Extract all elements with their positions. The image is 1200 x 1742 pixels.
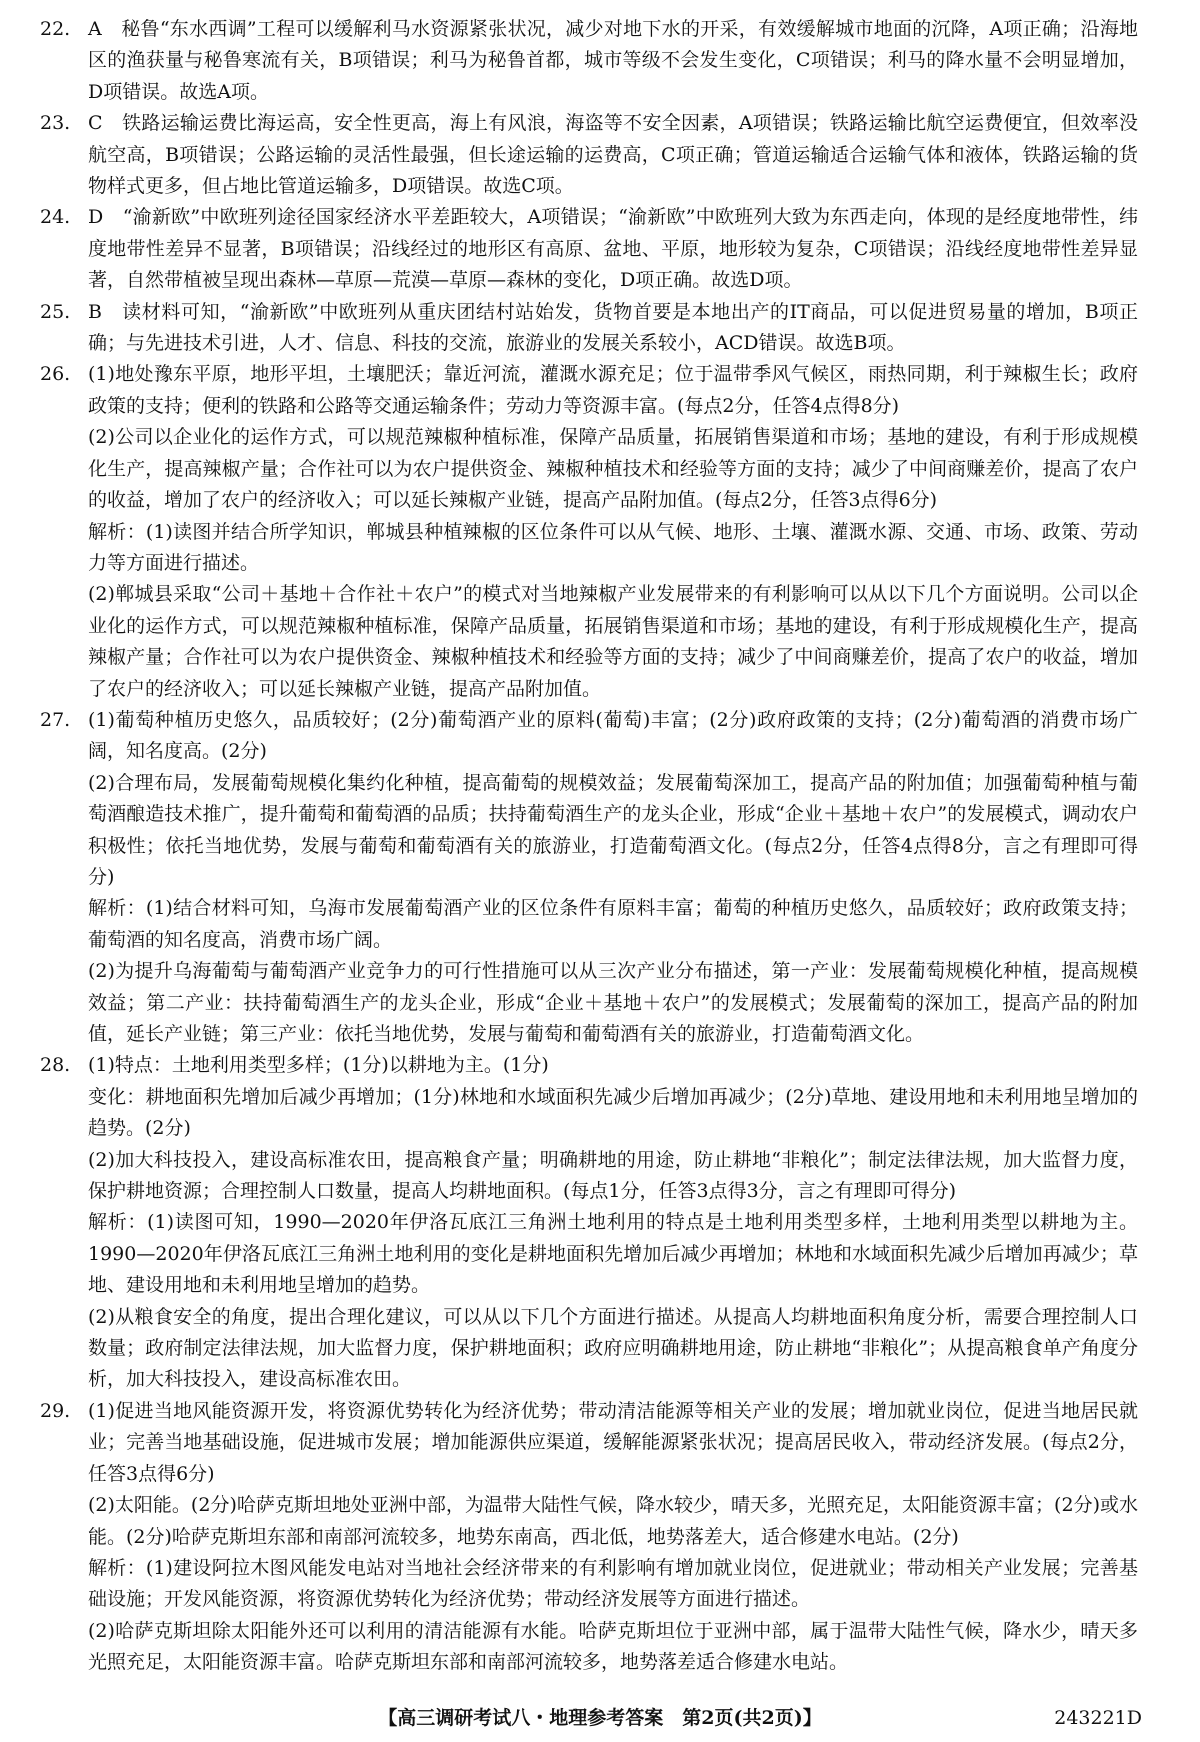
answer-item-23	[40, 108, 1138, 202]
question-number: 28.	[40, 1054, 71, 1077]
analysis-paragraph: (2)为提升乌海葡萄与葡萄酒产业竞争力的可行性措施可以从三次产业分布描述，第一产业：发展葡萄规模化种植，提高规模效益；第二产业：扶持葡萄酒生产的龙头企业，形成“企业＋基地＋农户”的发展模式；发展葡萄的深加工，提高产品的附加值，延长产业链；第三产业：依托当地优势，发展与葡萄和葡萄酒有关的旅游业，打造葡萄酒文化。	[88, 960, 1138, 1045]
answer-paragraph: 变化：耕地面积先增加后减少再增加；(1分)林地和水域面积先减少后增加再减少；(2分)草地、建设用地和未利用地呈增加的趋势。(2分)	[88, 1085, 1138, 1140]
analysis-paragraph: (2)哈萨克斯坦除太阳能外还可以利用的清洁能源有水能。哈萨克斯坦位于亚洲中部，属于温带大陆性气候，降水少，晴天多光照充足，太阳能资源丰富。哈萨克斯坦东部和南部河流较多，地势落差适合修建水电站。	[88, 1619, 1138, 1674]
answer-paragraph: (2)公司以企业化的运作方式，可以规范辣椒种植标准，保障产品质量，拓展销售渠道和市场；基地的建设，有利于形成规模化生产，提高辣椒产量；合作社可以为农户提供资金、辣椒种植技术和经验等方面的支持；减少了中间商赚差价，提高了农户的收益，增加了农户的经济收入；可以延长辣椒产业链，提高产品附加值。(每点2分，任答3点得6分)	[88, 426, 1138, 512]
answer-item-24	[40, 202, 1138, 296]
answer-item-28	[40, 1050, 1138, 1395]
answer-paragraph: (1)特点：土地利用类型多样；(1分)以耕地为主。(1分)	[88, 1054, 549, 1077]
answer-paragraph: C 铁路运输运费比海运高，安全性更高，海上有风浪，海盗等不安全因素，A项错误；铁路运输比航空运费便宜，但效率没航空高，B项错误；公路运输的灵活性最强，但长途运输的运费高，C项正确；管道运输适合运输气体和液体，铁路运输的货物样式更多，但占地比管道运输多，D项错误。故选C项。	[88, 112, 1138, 198]
question-number: 23.	[40, 112, 71, 135]
analysis-paragraph: (2)郸城县采取“公司＋基地＋合作社＋农户”的模式对当地辣椒产业发展带来的有利影响可以从以下几个方面说明。公司以企业化的运作方式，可以规范辣椒种植标准，保障产品质量，拓展销售渠道和市场；基地的建设，有利于形成规模化生产，提高辣椒产量；合作社可以为农户提供资金、辣椒种植技术和经验等方面的支持；减少了中间商赚差价，提高了农户的收益，增加了农户的经济收入；可以延长辣椒产业链，提高产品附加值。	[88, 583, 1138, 700]
question-number: 26.	[40, 363, 71, 386]
answer-paragraph: B 读材料可知，“渝新欧”中欧班列从重庆团结村站始发，货物首要是本地出产的IT商品，可以促进贸易量的增加，B项正确；与先进技术引进，人才、信息、科技的交流，旅游业的发展关系较小，ACD错误。故选B项。	[88, 300, 1138, 355]
answer-item-27	[40, 705, 1138, 1050]
analysis-paragraph: 解析：(1)建设阿拉木图风能发电站对当地社会经济带来的有利影响有增加就业岗位，促进就业；带动相关产业发展；完善基础设施；开发风能资源，将资源优势转化为经济优势；带动经济发展等方面进行描述。	[88, 1556, 1138, 1611]
answer-paragraph: (1)葡萄种植历史悠久，品质较好；(2分)葡萄酒产业的原料(葡萄)丰富；(2分)政府政策的支持；(2分)葡萄酒的消费市场广阔，知名度高。(2分)	[88, 708, 1138, 763]
question-number: 24.	[40, 206, 71, 229]
answer-list	[40, 14, 1138, 1679]
page-footer	[0, 1703, 1200, 1733]
answer-item-26	[40, 359, 1138, 704]
question-number: 29.	[40, 1399, 71, 1422]
answer-paragraph: (2)加大科技投入，建设高标准农田，提高粮食产量；明确耕地的用途，防止耕地“非粮化”；制定法律法规，加大监督力度，保护耕地资源；合理控制人口数量，提高人均耕地面积。(每点1分，任答3点得3分，言之有理即可得分)	[88, 1148, 1138, 1203]
answer-paragraph: D “渝新欧”中欧班列途径国家经济水平差距较大，A项错误；“渝新欧”中欧班列大致为东西走向，体现的是经度地带性，纬度地带性差异不显著，B项错误；沿线经过的地形区有高原、盆地、平原，地形较为复杂，C项错误；沿线经度地带性差异显著，自然带植被呈现出森林—草原—荒漠—草原—森林的变化，D项正确。故选D项。	[88, 206, 1138, 292]
document-code: 243221D	[1054, 1707, 1142, 1729]
analysis-paragraph: 解析：(1)读图可知，1990—2020年伊洛瓦底江三角洲土地利用的特点是土地利用类型多样，土地利用类型以耕地为主。1990—2020年伊洛瓦底江三角洲土地利用的变化是耕地面积先增加后减少再增加；林地和水域面积先减少后增加再减少；草地、建设用地和未利用地呈增加的趋势。	[88, 1211, 1138, 1297]
analysis-paragraph: 解析：(1)结合材料可知，乌海市发展葡萄酒产业的区位条件有原料丰富；葡萄的种植历史悠久，品质较好；政府政策支持；葡萄酒的知名度高，消费市场广阔。	[88, 897, 1138, 951]
answer-item-29	[40, 1396, 1138, 1679]
analysis-paragraph: (2)从粮食安全的角度，提出合理化建议，可以从以下几个方面进行描述。从提高人均耕地面积角度分析，需要合理控制人口数量；政府制定法律法规，加大监督力度，保护耕地面积；政府应明确耕地用途，防止耕地“非粮化”；从提高粮食单产角度分析，加大科技投入，建设高标准农田。	[88, 1305, 1138, 1391]
question-number: 25.	[40, 300, 71, 323]
answer-paragraph: (2)太阳能。(2分)哈萨克斯坦地处亚洲中部，为温带大陆性气候，降水较少，晴天多，光照充足，太阳能资源丰富；(2分)或水能。(2分)哈萨克斯坦东部和南部河流较多，地势东南高，西北低，地势落差大，适合修建水电站。(2分)	[88, 1494, 1138, 1548]
analysis-paragraph: 解析：(1)读图并结合所学知识，郸城县种植辣椒的区位条件可以从气候、地形、土壤、灌溉水源、交通、市场、政策、劳动力等方面进行描述。	[88, 520, 1138, 574]
footer-title: 【高三调研考试八・地理参考答案 第2页(共2页)】	[378, 1707, 822, 1729]
question-number: 22.	[40, 18, 71, 40]
answer-item-22	[40, 14, 1138, 108]
question-number: 27.	[40, 708, 71, 731]
answer-paragraph: (2)合理布局，发展葡萄规模化集约化种植，提高葡萄的规模效益；发展葡萄深加工，提高产品的附加值；加强葡萄种植与葡萄酒酿造技术推广，提升葡萄和葡萄酒的品质；扶持葡萄酒生产的龙头企业，形成“企业＋基地＋农户”的发展模式，调动农户积极性；依托当地优势，发展与葡萄和葡萄酒有关的旅游业，打造葡萄酒文化。(每点2分，任答4点得8分，言之有理即可得分)	[88, 771, 1138, 888]
answer-paragraph: A 秘鲁“东水西调”工程可以缓解利马水资源紧张状况，减少对地下水的开采，有效缓解城市地面的沉降，A项正确；沿海地区的渔获量与秘鲁寒流有关，B项错误；利马为秘鲁首都，城市等级不会发生变化，C项错误；利马的降水量不会明显增加，D项错误。故选A项。	[88, 18, 1138, 103]
answer-item-25	[40, 297, 1138, 360]
answer-paragraph: (1)地处豫东平原，地形平坦，土壤肥沃；靠近河流，灌溉水源充足；位于温带季风气候区，雨热同期，利于辣椒生长；政府政策的支持；便利的铁路和公路等交通运输条件；劳动力等资源丰富。(每点2分，任答4点得8分)	[88, 363, 1138, 417]
answer-paragraph: (1)促进当地风能资源开发，将资源优势转化为经济优势；带动清洁能源等相关产业的发展；增加就业岗位，促进当地居民就业；完善当地基础设施，促进城市发展；增加能源供应渠道，缓解能源紧张状况；提高居民收入，带动经济发展。(每点2分，任答3点得6分)	[88, 1399, 1138, 1485]
